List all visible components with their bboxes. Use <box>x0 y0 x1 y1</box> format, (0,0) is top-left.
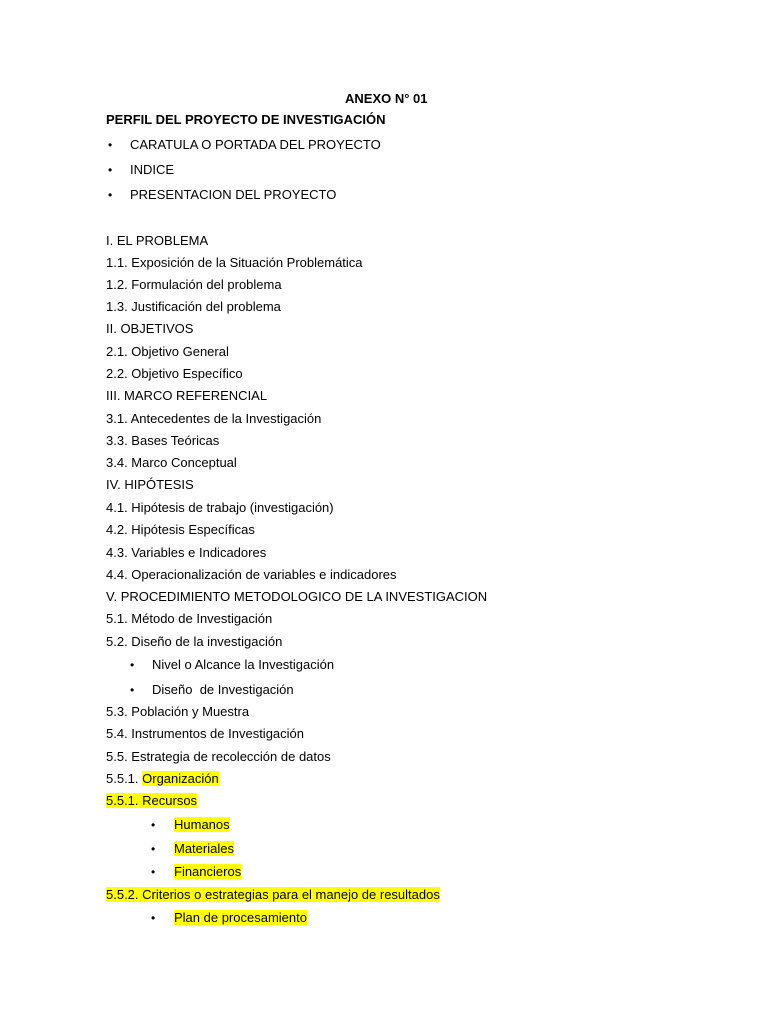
section-line: 5.1. Método de Investigación <box>106 611 273 626</box>
criteria-line <box>106 887 440 903</box>
resources-line <box>106 793 197 809</box>
list-item: Diseño de Investigación <box>152 682 294 697</box>
document-heading: PERFIL DEL PROYECTO DE INVESTIGACIÓN <box>106 112 386 127</box>
list-item: INDICE <box>130 162 175 177</box>
section-line: 1.2. Formulación del problema <box>106 277 282 292</box>
resources-highlight: 5.5.1. Recursos <box>106 793 198 808</box>
section-line: 2.1. Objetivo General <box>106 344 229 359</box>
organization-highlight: Organización <box>142 771 219 786</box>
section-line: 2.2. Objetivo Específico <box>106 366 243 381</box>
section-line: II. OBJETIVOS <box>106 321 194 336</box>
bullet-icon: • <box>130 658 135 672</box>
section-line: I. EL PROBLEMA <box>106 233 209 248</box>
bullet-icon: • <box>108 188 113 202</box>
section-line: 5.4. Instrumentos de Investigación <box>106 726 305 741</box>
list-item: Materiales <box>174 841 234 856</box>
bullet-icon: • <box>151 818 156 832</box>
section-line: 5.2. Diseño de la investigación <box>106 634 283 649</box>
section-line: 1.1. Exposición de la Situación Problemática <box>106 255 363 270</box>
list-item: CARATULA O PORTADA DEL PROYECTO <box>130 137 381 152</box>
list-item: Humanos <box>174 817 230 832</box>
section-line: 5.3. Población y Muestra <box>106 704 250 719</box>
section-line: 4.2. Hipótesis Específicas <box>106 522 255 537</box>
list-item: Plan de procesamiento <box>174 910 307 925</box>
section-line: 3.1. Antecedentes de la Investigación <box>106 411 322 426</box>
section-line: 3.4. Marco Conceptual <box>106 455 237 470</box>
section-line: III. MARCO REFERENCIAL <box>106 388 268 403</box>
section-line: 4.3. Variables e Indicadores <box>106 545 267 560</box>
bullet-icon: • <box>130 683 135 697</box>
list-item: Nivel o Alcance la Investigación <box>152 657 335 672</box>
section-line: 1.3. Justificación del problema <box>106 299 281 314</box>
section-line: 4.4. Operacionalización de variables e indicadores <box>106 567 397 582</box>
list-item: Financieros <box>174 864 242 879</box>
criteria-highlight: 5.5.2. Criterios o estrategias para el manejo de resultados <box>106 887 440 902</box>
annex-title: ANEXO N° 01 <box>345 91 428 106</box>
bullet-icon: • <box>108 163 113 177</box>
bullet-icon: • <box>151 911 156 925</box>
organization-prefix: 5.5.1. <box>106 771 143 786</box>
section-line: IV. HIPÓTESIS <box>106 477 194 492</box>
list-item: PRESENTACION DEL PROYECTO <box>130 187 337 202</box>
section-line: 3.3. Bases Teóricas <box>106 433 220 448</box>
organization-line <box>106 771 219 787</box>
section-line: V. PROCEDIMIENTO METODOLOGICO DE LA INVESTIGACION <box>106 589 488 604</box>
section-line: 4.1. Hipótesis de trabajo (investigación) <box>106 500 334 515</box>
section-line: 5.5. Estrategia de recolección de datos <box>106 749 331 764</box>
bullet-icon: • <box>151 842 156 856</box>
bullet-icon: • <box>108 138 113 152</box>
bullet-icon: • <box>151 865 156 879</box>
